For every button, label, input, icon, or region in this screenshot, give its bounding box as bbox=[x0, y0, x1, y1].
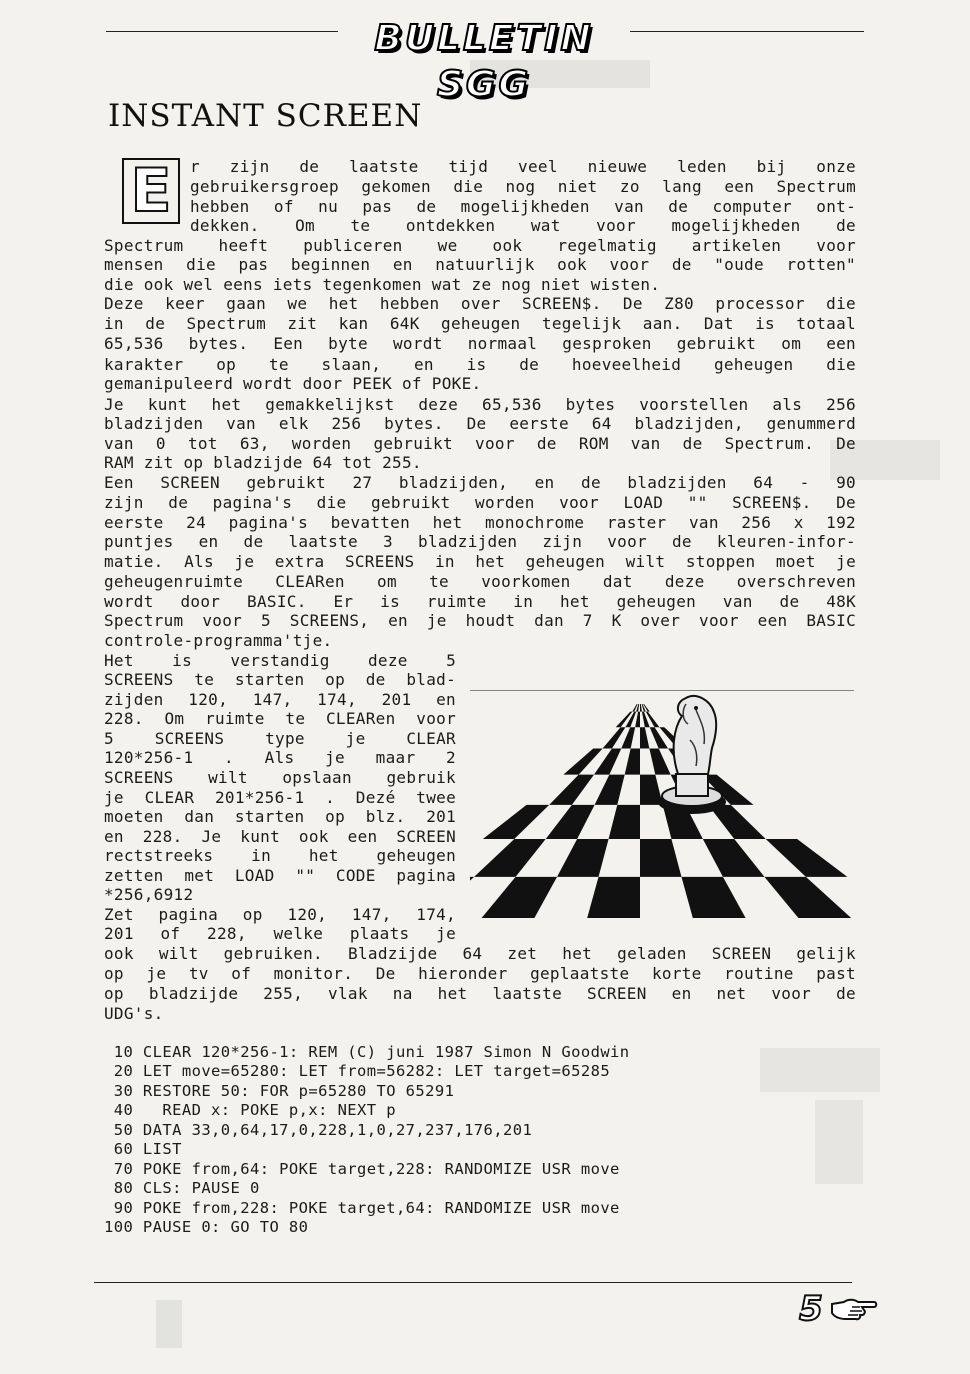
text-line: karakter op te slaan, en is de hoeveelheid geheugen die bbox=[104, 355, 856, 374]
text-line: eerste 24 pagina's bevatten het monochrome raster van 256 x 192 bbox=[104, 513, 856, 532]
text-line: r zijn de laatste tijd veel nieuwe leden bij onze bbox=[190, 157, 856, 176]
text-line: puntjes en de laatste 3 bladzijden zijn voor de kleuren-infor- bbox=[104, 532, 856, 551]
code-line: 10 CLEAR 120*256-1: REM (C) juni 1987 Simon N Goodwin bbox=[104, 1043, 630, 1061]
text-line: van 0 tot 63, worden gebruikt voor de ROM van de Spectrum. De bbox=[104, 434, 856, 453]
pointing-hand-icon bbox=[830, 1296, 878, 1322]
text-line: 228. Om ruimte te CLEARen voor bbox=[104, 709, 456, 728]
text-line: dekken. Om te ontdekken wat voor mogelijkheden de bbox=[190, 216, 856, 235]
text-line: moeten dan starten op blz. 201 bbox=[104, 807, 456, 826]
header-rule-left bbox=[106, 31, 338, 32]
text-line: Je kunt het gemakkelijkst deze 65,536 bytes voorstellen als 256 bbox=[104, 395, 856, 414]
code-line: 80 CLS: PAUSE 0 bbox=[104, 1179, 260, 1197]
text-line: ook wilt gebruiken. Bladzijde 64 zet het geladen SCREEN gelijk bbox=[104, 944, 856, 963]
text-line: *256,6912 bbox=[104, 885, 194, 904]
text-line: geheugenruimte CLEARen om te voorkomen dat deze overschreven bbox=[104, 572, 856, 591]
text-line: gemanipuleerd wordt door PEEK of POKE. bbox=[104, 374, 482, 393]
text-line: Spectrum heeft publiceren we ook regelmatig artikelen voor bbox=[104, 236, 856, 255]
text-line: rectstreeks in het geheugen bbox=[104, 846, 456, 865]
code-line: 90 POKE from,228: POKE target,64: RANDOMIZE USR move bbox=[104, 1199, 620, 1217]
text-line: op bladzijde 255, vlak na het laatste SCREEN en net voor de bbox=[104, 984, 856, 1003]
text-line: hebben of nu pas de mogelijkheden van de computer ont- bbox=[190, 197, 856, 216]
text-line: controle-programma'tje. bbox=[104, 631, 333, 650]
text-line: in de Spectrum zit kan 64K geheugen tegelijk aan. Dat is totaal bbox=[104, 314, 856, 333]
text-line: 120*256-1 . Als je maar 2 bbox=[104, 748, 456, 767]
text-line: bladzijden van elk 256 bytes. De eerste 64 bladzijden, genummerd bbox=[104, 414, 856, 433]
text-line: 5 SCREENS type je CLEAR bbox=[104, 729, 456, 748]
text-line: gebruikersgroep gekomen die nog niet zo lang een Spectrum bbox=[190, 177, 856, 196]
page-number: 5 bbox=[799, 1289, 823, 1329]
page-title: INSTANT SCREEN bbox=[108, 98, 423, 134]
text-line: mensen die pas beginnen en natuurlijk ook voor de "oude rotten" bbox=[104, 255, 856, 274]
text-line: Het is verstandig deze 5 bbox=[104, 651, 456, 670]
show-through bbox=[156, 1300, 182, 1348]
text-line: zijden 120, 147, 174, 201 en bbox=[104, 690, 456, 709]
code-line: 30 RESTORE 50: FOR p=65280 TO 65291 bbox=[104, 1082, 455, 1100]
chess-knight-image bbox=[470, 690, 854, 918]
text-line: en 228. Je kunt ook een SCREEN bbox=[104, 827, 456, 846]
code-line: 20 LET move=65280: LET from=56282: LET target=65285 bbox=[104, 1062, 611, 1080]
text-line: RAM zit op bladzijde 64 tot 255. bbox=[104, 453, 422, 472]
text-line: Een SCREEN gebruikt 27 bladzijden, en de bladzijden 64 - 90 bbox=[104, 473, 856, 492]
header-rule-right bbox=[630, 31, 864, 32]
code-line: 50 DATA 33,0,64,17,0,228,1,0,27,237,176,201 bbox=[104, 1121, 533, 1139]
text-line: 201 of 228, welke plaats je bbox=[104, 924, 456, 943]
bulletin-logo bbox=[338, 16, 630, 105]
text-line: Zet pagina op 120, 147, 174, bbox=[104, 905, 456, 924]
text-line: wordt door BASIC. Er is ruimte in het geheugen van de 48K bbox=[104, 592, 856, 611]
text-line: SCREENS te starten op de blad- bbox=[104, 670, 456, 689]
code-line: 60 LIST bbox=[104, 1140, 182, 1158]
text-line: op je tv of monitor. De hieronder geplaatste korte routine past bbox=[104, 964, 856, 983]
text-line: UDG's. bbox=[104, 1004, 164, 1023]
show-through bbox=[815, 1100, 863, 1184]
footer-rule bbox=[94, 1282, 852, 1283]
code-line: 100 PAUSE 0: GO TO 80 bbox=[104, 1218, 309, 1236]
text-line: zetten met LOAD "" CODE pagina bbox=[104, 866, 456, 885]
logo-text: BULLETIN SGG bbox=[374, 18, 594, 105]
code-line: 70 POKE from,64: POKE target,228: RANDOMIZE USR move bbox=[104, 1160, 620, 1178]
text-line: je CLEAR 201*256-1 . Dezé twee bbox=[104, 788, 456, 807]
drop-cap-letter: E bbox=[130, 156, 172, 226]
text-line: Spectrum voor 5 SCREENS, en je houdt dan 7 K over voor een BASIC bbox=[104, 611, 856, 630]
show-through bbox=[760, 1048, 880, 1092]
code-line: 40 READ x: POKE p,x: NEXT p bbox=[104, 1101, 396, 1119]
text-line: 65,536 bytes. Een byte wordt normaal gesproken gebruikt om een bbox=[104, 334, 856, 353]
text-line: Deze keer gaan we het hebben over SCREEN$. De Z80 processor die bbox=[104, 294, 856, 313]
text-line: matie. Als je extra SCREENS in het geheugen wilt stoppen moet je bbox=[104, 552, 856, 571]
text-line: SCREENS wilt opslaan gebruik bbox=[104, 768, 456, 787]
drop-cap-box bbox=[122, 158, 180, 224]
text-line: die ook wel eens iets tegenkomen wat ze nog niet wisten. bbox=[104, 275, 661, 294]
text-line: zijn de pagina's die gebruikt worden voor LOAD "" SCREEN$. De bbox=[104, 493, 856, 512]
